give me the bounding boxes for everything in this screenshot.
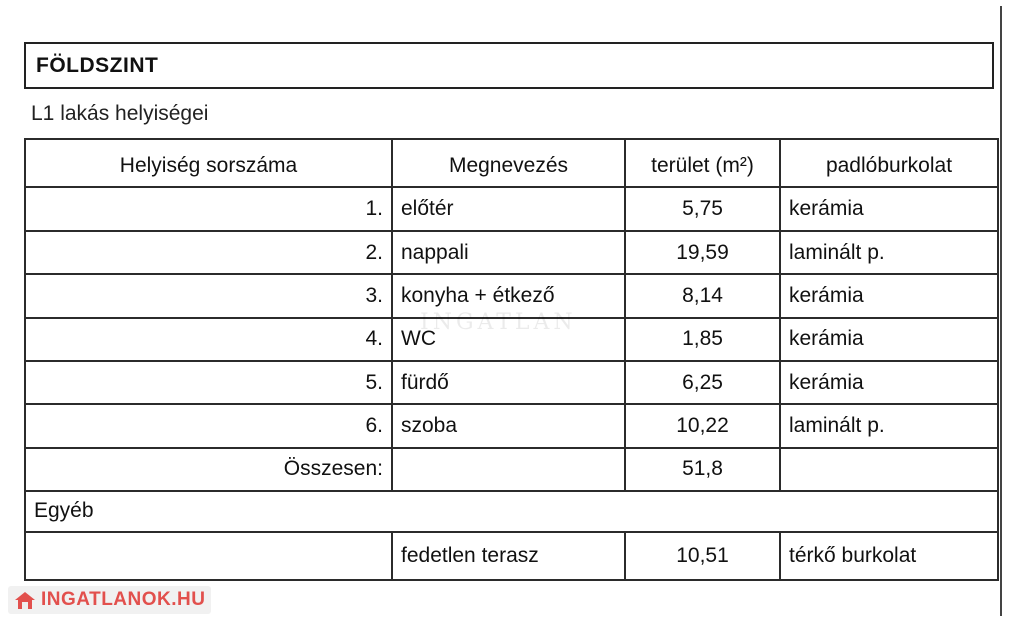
- total-empty-flooring: [780, 448, 998, 491]
- room-area: 6,25: [625, 361, 780, 404]
- total-empty-cell: [392, 448, 625, 491]
- room-flooring: kerámia: [780, 274, 998, 317]
- floor-title: FÖLDSZINT: [36, 53, 159, 77]
- other-area: 10,51: [625, 532, 780, 580]
- room-area: 5,75: [625, 187, 780, 230]
- room-name: előtér: [392, 187, 625, 230]
- room-number: 6.: [25, 404, 392, 447]
- table-row: [25, 532, 998, 580]
- apartment-subtitle: L1 lakás helyiségei: [31, 102, 209, 125]
- total-area: 51,8: [625, 448, 780, 491]
- room-flooring: kerámia: [780, 187, 998, 230]
- total-label: Összesen:: [25, 448, 392, 491]
- watermark: INGATLAN: [420, 310, 577, 335]
- room-number: 3.: [25, 274, 392, 317]
- room-flooring: kerámia: [780, 318, 998, 361]
- logo-text: INGATLANOK.HU: [41, 589, 206, 610]
- other-section-label: Egyéb: [25, 491, 998, 531]
- room-number: 5.: [25, 361, 392, 404]
- room-name: fürdő: [392, 361, 625, 404]
- column-header-name: Megnevezés: [392, 139, 625, 187]
- column-header-flooring: padlóburkolat: [780, 139, 998, 187]
- column-header-area: terület (m²): [625, 139, 780, 187]
- room-name: WC: [392, 318, 625, 361]
- other-name: fedetlen terasz: [392, 532, 625, 580]
- room-area: 19,59: [625, 231, 780, 274]
- other-flooring: térkő burkolat: [780, 532, 998, 580]
- room-name: nappali: [392, 231, 625, 274]
- column-header-number: Helyiség sorszáma: [25, 139, 392, 187]
- room-flooring: laminált p.: [780, 404, 998, 447]
- room-area: 10,22: [625, 404, 780, 447]
- house-icon: [14, 590, 36, 610]
- table-row: [25, 404, 998, 447]
- floor-title-box: [24, 42, 994, 89]
- table-row: [25, 318, 998, 361]
- table-row: [25, 274, 998, 317]
- room-flooring: kerámia: [780, 361, 998, 404]
- room-area: 1,85: [625, 318, 780, 361]
- room-number: 4.: [25, 318, 392, 361]
- other-empty-number: [25, 532, 392, 580]
- page-edge-line: [1000, 6, 1002, 616]
- room-flooring: laminált p.: [780, 231, 998, 274]
- room-number: 1.: [25, 187, 392, 230]
- room-name: szoba: [392, 404, 625, 447]
- site-logo[interactable]: [8, 586, 211, 614]
- table-header-row: [25, 139, 998, 187]
- table-row: [25, 187, 998, 230]
- room-name: konyha + étkező: [392, 274, 625, 317]
- other-section-row: [25, 491, 998, 531]
- rooms-table: [24, 138, 999, 581]
- table-row: [25, 361, 998, 404]
- table-row: [25, 231, 998, 274]
- total-row: [25, 448, 998, 491]
- room-number: 2.: [25, 231, 392, 274]
- room-area: 8,14: [625, 274, 780, 317]
